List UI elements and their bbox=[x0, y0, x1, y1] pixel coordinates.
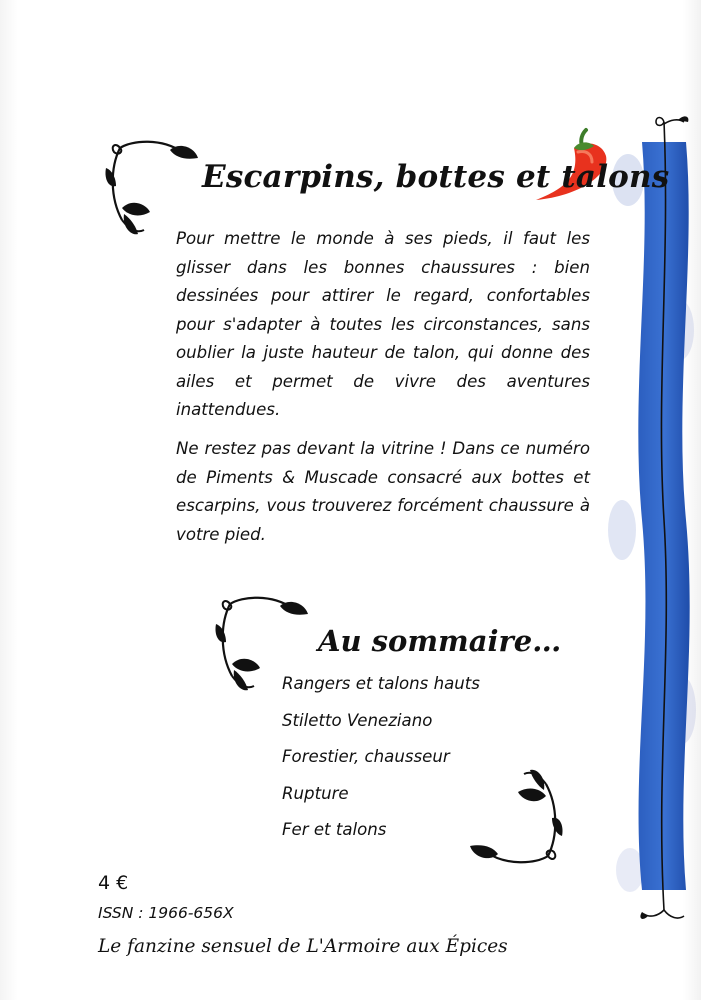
blue-ribbon-decoration bbox=[600, 110, 701, 930]
intro-paragraph-2 bbox=[176, 435, 590, 549]
magazine-name: Piments & Muscade bbox=[206, 467, 378, 487]
toc-item: Forestier, chausseur bbox=[282, 747, 450, 766]
vine-ornament-icon bbox=[102, 138, 202, 238]
vine-ornament-icon bbox=[466, 766, 566, 866]
toc-item: Rangers et talons hauts bbox=[282, 674, 480, 693]
table-of-contents bbox=[282, 670, 480, 853]
page-title: Escarpins, bottes et talons bbox=[202, 158, 670, 195]
issn-label: ISSN : 1966-656X bbox=[98, 904, 234, 922]
summary-title: Au sommaire… bbox=[318, 624, 562, 659]
toc-item: Rupture bbox=[282, 783, 349, 803]
price-label: 4 € bbox=[98, 872, 129, 894]
footer-tagline: Le fanzine sensuel de L'Armoire aux Épices bbox=[98, 936, 508, 957]
intro-paragraph-2-start: Ne restez pas devant la vitrine ! Dans ce numéro de bbox=[176, 439, 590, 487]
toc-item: Stiletto Veneziano bbox=[282, 710, 433, 730]
intro-paragraph-1: Pour mettre le monde à ses pieds, il faut les glisser dans les bonnes chaussures : bien dessinées pour attirer le regard, confortables pour s'adapter à toutes les circonstances, sans oublier la juste hauteur de talon, qui donne des ailes et permet de vivre des aventures inattendues. bbox=[176, 229, 590, 419]
toc-item: Fer et talons bbox=[282, 820, 387, 839]
intro-paragraph-2-end: consacré aux bottes et escarpins, vous trouverez forcément chaussure à votre pied. bbox=[176, 467, 590, 544]
